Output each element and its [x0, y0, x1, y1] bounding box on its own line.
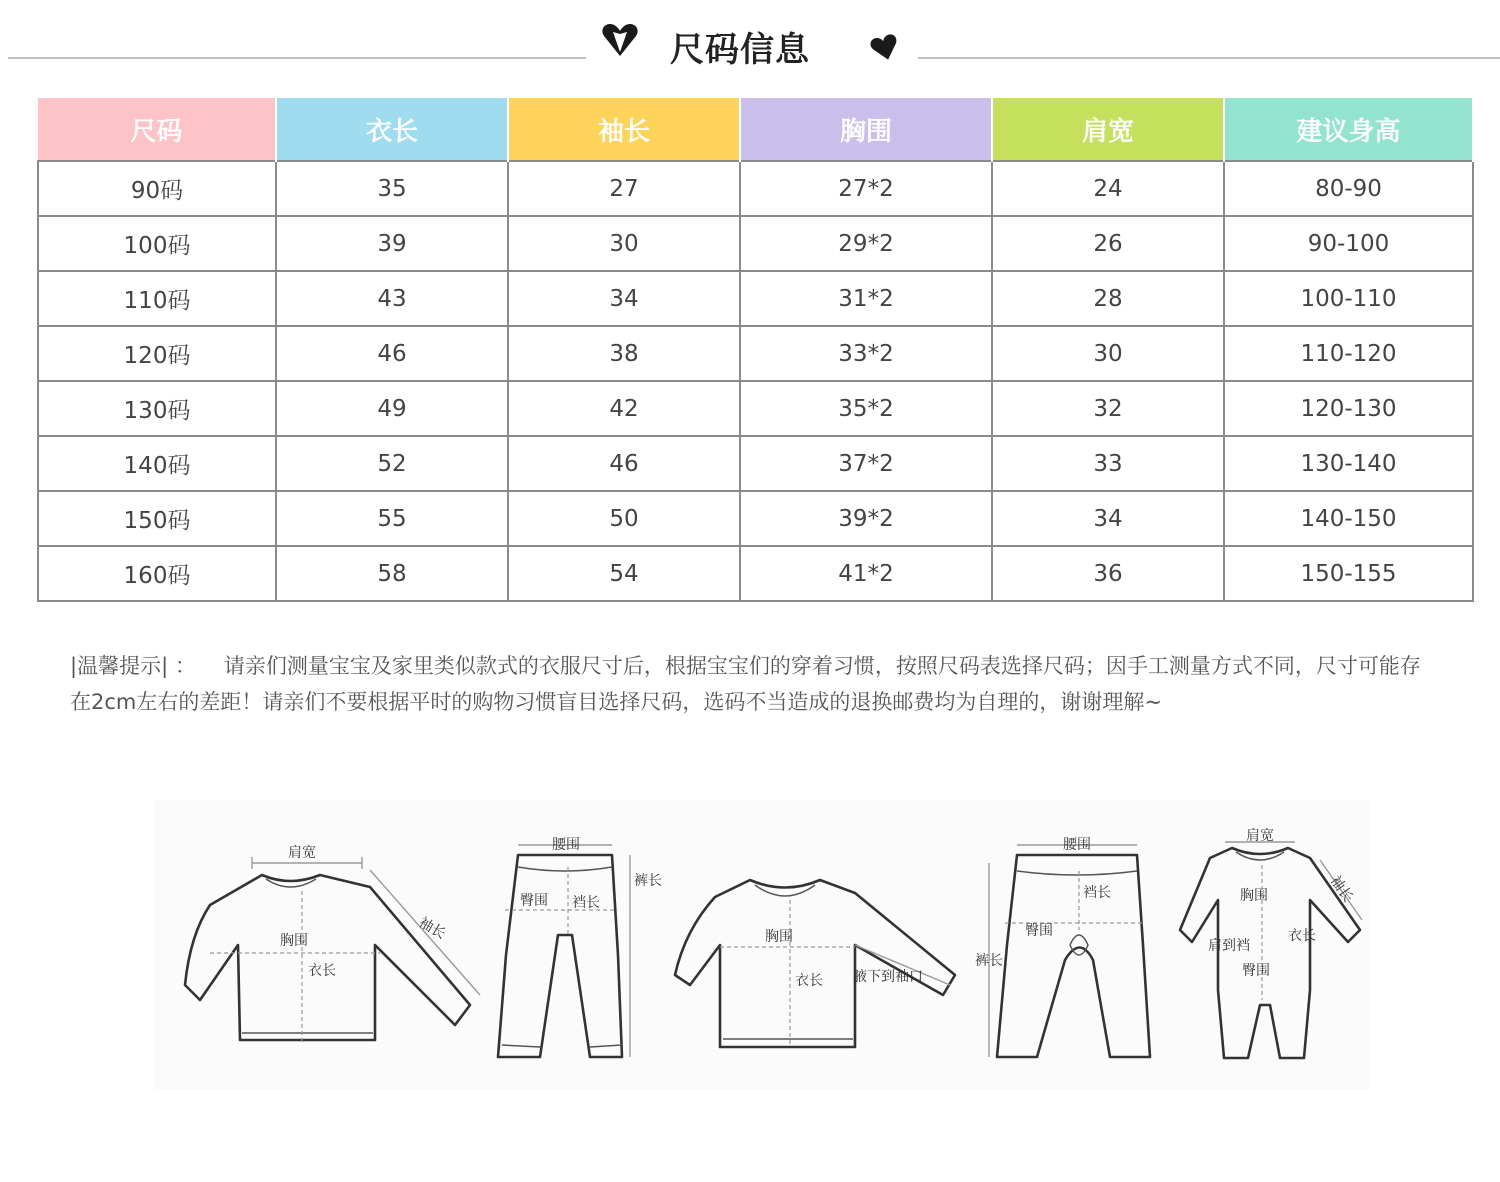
shoulder-to-crotch-label: 肩到裆 [1208, 938, 1250, 954]
heart-icon [870, 34, 900, 62]
table-cell: 28 [992, 271, 1224, 326]
table-cell: 90-100 [1224, 216, 1473, 271]
column-header: 尺码 [38, 98, 276, 161]
page-title: 尺码信息 [670, 30, 810, 70]
table-cell: 24 [992, 161, 1224, 216]
table-cell: 46 [508, 436, 740, 491]
size-chart-table [37, 98, 1474, 602]
hip-label: 臀围 [1025, 923, 1053, 939]
table-cell: 39 [276, 216, 508, 271]
table-cell: 120码 [38, 326, 276, 381]
column-header: 袖长 [508, 98, 740, 161]
table-cell: 110-120 [1224, 326, 1473, 381]
table-cell: 34 [992, 491, 1224, 546]
table-cell: 35*2 [740, 381, 992, 436]
table-cell: 26 [992, 216, 1224, 271]
sleeve-label: 袖长 [1326, 873, 1356, 906]
title-divider-left [8, 57, 586, 59]
pants-length-label: 裤长 [634, 873, 662, 889]
table-cell: 120-130 [1224, 381, 1473, 436]
table-cell: 150码 [38, 491, 276, 546]
column-header: 胸围 [740, 98, 992, 161]
pants-measure-diagram [490, 835, 662, 1065]
table-cell: 100码 [38, 216, 276, 271]
table-cell: 37*2 [740, 436, 992, 491]
table-cell: 27 [508, 161, 740, 216]
table-cell: 55 [276, 491, 508, 546]
section-title-bar [0, 0, 1500, 90]
table-cell: 43 [276, 271, 508, 326]
table-row [38, 546, 1473, 601]
shoulder-label: 肩宽 [1246, 828, 1274, 844]
table-cell: 36 [992, 546, 1224, 601]
chest-label: 胸围 [280, 933, 308, 949]
table-cell: 140-150 [1224, 491, 1473, 546]
column-header: 肩宽 [992, 98, 1224, 161]
length-label: 衣长 [308, 963, 336, 979]
size-tip-note [70, 648, 1430, 720]
raglan-top-measure-diagram [665, 835, 965, 1065]
table-cell: 30 [992, 326, 1224, 381]
waist-label: 腰围 [552, 837, 580, 853]
length-label: 衣长 [795, 973, 823, 989]
table-cell: 34 [508, 271, 740, 326]
column-header: 建议身高 [1224, 98, 1473, 161]
table-cell: 32 [992, 381, 1224, 436]
table-row [38, 216, 1473, 271]
table-cell: 38 [508, 326, 740, 381]
table-body [38, 161, 1473, 601]
table-cell: 140码 [38, 436, 276, 491]
table-cell: 150-155 [1224, 546, 1473, 601]
table-cell: 160码 [38, 546, 276, 601]
table-cell: 29*2 [740, 216, 992, 271]
baby-pants-measure-diagram [975, 835, 1155, 1065]
table-row [38, 326, 1473, 381]
table-row [38, 161, 1473, 216]
table-row [38, 271, 1473, 326]
table-cell: 42 [508, 381, 740, 436]
rise-label: 裆长 [1083, 885, 1111, 901]
underarm-to-cuff-label: 腋下到袖口 [853, 969, 923, 985]
column-header: 衣长 [276, 98, 508, 161]
rise-label: 裆长 [572, 895, 600, 911]
shoulder-label: 肩宽 [288, 845, 316, 861]
table-row [38, 381, 1473, 436]
table-cell: 31*2 [740, 271, 992, 326]
table-cell: 100-110 [1224, 271, 1473, 326]
waist-label: 腰围 [1063, 837, 1091, 853]
table-cell: 41*2 [740, 546, 992, 601]
table-row [38, 436, 1473, 491]
table-cell: 52 [276, 436, 508, 491]
table-row [38, 491, 1473, 546]
romper-measure-diagram [1170, 830, 1370, 1070]
table-cell: 46 [276, 326, 508, 381]
length-label: 衣长 [1288, 928, 1316, 944]
heart-icon [600, 22, 640, 58]
chest-label: 胸围 [1240, 888, 1268, 904]
table-cell: 110码 [38, 271, 276, 326]
hip-label: 臀围 [520, 893, 548, 909]
table-header-row [38, 98, 1473, 161]
table-cell: 130-140 [1224, 436, 1473, 491]
table-cell: 35 [276, 161, 508, 216]
table-cell: 33 [992, 436, 1224, 491]
table-cell: 130码 [38, 381, 276, 436]
chest-label: 胸围 [765, 929, 793, 945]
table-cell: 50 [508, 491, 740, 546]
pants-length-label: 裤长 [975, 953, 1003, 969]
table-cell: 80-90 [1224, 161, 1473, 216]
measurement-diagrams [155, 800, 1370, 1090]
sleeve-label: 袖长 [416, 914, 449, 943]
title-divider-right [918, 57, 1500, 59]
tip-label: |温馨提示| ： [70, 654, 196, 678]
table-cell: 49 [276, 381, 508, 436]
table-cell: 54 [508, 546, 740, 601]
hip-label: 臀围 [1242, 963, 1270, 979]
table-cell: 58 [276, 546, 508, 601]
table-cell: 39*2 [740, 491, 992, 546]
table-cell: 30 [508, 216, 740, 271]
table-cell: 33*2 [740, 326, 992, 381]
tip-text: 请亲们测量宝宝及家里类似款式的衣服尺寸后，根据宝宝们的穿着习惯，按照尺码表选择尺码；因手工测量方式不同，尺寸可能存在2cm左右的差距！请亲们不要根据平时的购物习惯盲目选择尺码，选码不当造成的退换邮费均为自理的，谢谢理解~ [70, 654, 1421, 714]
table-cell: 90码 [38, 161, 276, 216]
table-cell: 27*2 [740, 161, 992, 216]
tshirt-measure-diagram [170, 835, 475, 1065]
